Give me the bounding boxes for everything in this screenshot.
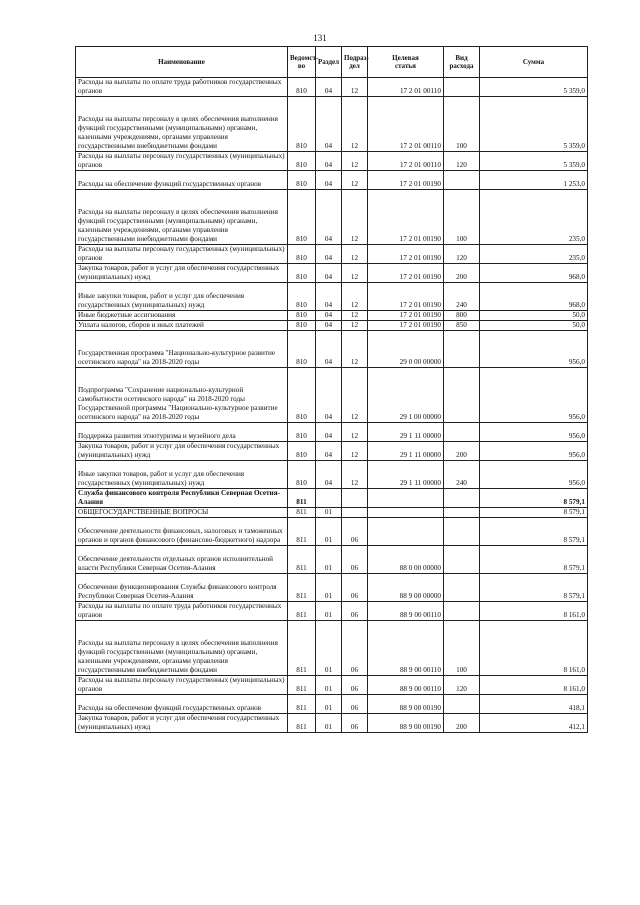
cell-section: 04 [316, 442, 342, 461]
cell-subsection: 12 [342, 78, 368, 97]
budget-table [75, 46, 588, 733]
table-row [76, 283, 588, 311]
table-row [76, 171, 588, 190]
cell-target-article: 29 1 11 00000 [368, 423, 444, 442]
cell-section: 04 [316, 311, 342, 321]
cell-amount: 50,0 [480, 311, 588, 321]
cell-target-article: 88 9 00 00190 [368, 695, 444, 714]
header-subsection: Подраз- дел [342, 47, 368, 78]
table-row [76, 442, 588, 461]
cell-name: Иные закупки товаров, работ и услуг для обеспечения государственных (муниципальных) нужд [76, 283, 288, 311]
cell-subsection: 12 [342, 461, 368, 489]
cell-name: Уплата налогов, сборов и иных платежей [76, 321, 288, 331]
cell-name: Иные закупки товаров, работ и услуг для обеспечения государственных (муниципальных) нужд [76, 461, 288, 489]
cell-section: 04 [316, 283, 342, 311]
cell-subsection: 12 [342, 283, 368, 311]
cell-amount: 956,0 [480, 423, 588, 442]
cell-section: 04 [316, 423, 342, 442]
cell-amount: 8 579,1 [480, 546, 588, 574]
cell-amount: 412,1 [480, 714, 588, 733]
cell-name: Расходы на обеспечение функций государственных органов [76, 695, 288, 714]
cell-subsection: 06 [342, 574, 368, 602]
cell-expense-type [444, 602, 480, 621]
cell-department: 810 [288, 321, 316, 331]
table-row [76, 331, 588, 368]
cell-target-article: 17 2 01 00190 [368, 171, 444, 190]
cell-name: Расходы на выплаты персоналу государственных (муниципальных) органов [76, 245, 288, 264]
cell-name: Служба финансового контроля Республики Северная Осетия-Алания [76, 489, 288, 508]
cell-department: 811 [288, 602, 316, 621]
cell-department: 810 [288, 368, 316, 423]
cell-subsection: 12 [342, 264, 368, 283]
cell-subsection: 06 [342, 695, 368, 714]
cell-expense-type [444, 695, 480, 714]
cell-subsection: 12 [342, 311, 368, 321]
cell-expense-type [444, 546, 480, 574]
table-row [76, 264, 588, 283]
cell-subsection: 12 [342, 245, 368, 264]
cell-expense-type [444, 508, 480, 518]
cell-target-article: 17 2 01 00190 [368, 321, 444, 331]
header-expense-type: Вид расхода [444, 47, 480, 78]
cell-expense-type: 200 [444, 442, 480, 461]
cell-department: 810 [288, 152, 316, 171]
cell-section: 04 [316, 368, 342, 423]
cell-subsection: 06 [342, 518, 368, 546]
cell-amount: 968,0 [480, 264, 588, 283]
cell-name: Расходы на выплаты персоналу государственных (муниципальных) органов [76, 152, 288, 171]
cell-expense-type: 120 [444, 245, 480, 264]
cell-section: 01 [316, 508, 342, 518]
cell-department: 810 [288, 442, 316, 461]
cell-amount: 8 579,1 [480, 574, 588, 602]
cell-target-article: 29 1 11 00000 [368, 461, 444, 489]
cell-expense-type: 850 [444, 321, 480, 331]
cell-name: Расходы на выплаты по оплате труда работников государственных органов [76, 78, 288, 97]
page-number: 131 [313, 33, 327, 43]
table-row [76, 461, 588, 489]
cell-section: 01 [316, 695, 342, 714]
cell-amount: 8 579,1 [480, 508, 588, 518]
cell-section: 04 [316, 461, 342, 489]
cell-section: 01 [316, 518, 342, 546]
cell-target-article: 17 2 01 00190 [368, 283, 444, 311]
cell-expense-type: 200 [444, 264, 480, 283]
cell-expense-type [444, 171, 480, 190]
cell-department: 811 [288, 508, 316, 518]
cell-amount: 968,0 [480, 283, 588, 311]
cell-subsection [342, 489, 368, 508]
cell-subsection: 12 [342, 331, 368, 368]
cell-department: 810 [288, 264, 316, 283]
cell-section: 04 [316, 245, 342, 264]
cell-department: 810 [288, 311, 316, 321]
cell-subsection: 12 [342, 423, 368, 442]
cell-name: Расходы на выплаты персоналу в целях обеспечения выполнения функций государственными (муниципальными) органами, казенными учреждениями, органами управления государственными внебюджетными фондами [76, 621, 288, 676]
table-row [76, 368, 588, 423]
cell-section: 04 [316, 171, 342, 190]
cell-name: Расходы на выплаты по оплате труда работников государственных органов [76, 602, 288, 621]
cell-department: 811 [288, 676, 316, 695]
cell-name: Государственная программа "Национально-культурное развитие осетинского народа" на 2018-2020 годы [76, 331, 288, 368]
cell-amount: 8 161,0 [480, 621, 588, 676]
cell-target-article: 17 2 01 00110 [368, 152, 444, 171]
cell-amount: 956,0 [480, 461, 588, 489]
cell-name: Закупка товаров, работ и услуг для обеспечения государственных (муниципальных) нужд [76, 714, 288, 733]
table-row [76, 508, 588, 518]
cell-expense-type: 200 [444, 714, 480, 733]
cell-amount: 956,0 [480, 442, 588, 461]
cell-section: 04 [316, 321, 342, 331]
table-row [76, 621, 588, 676]
cell-expense-type: 100 [444, 621, 480, 676]
cell-target-article: 88 9 00 00190 [368, 714, 444, 733]
cell-subsection: 06 [342, 714, 368, 733]
cell-department: 810 [288, 97, 316, 152]
cell-amount: 5 359,0 [480, 152, 588, 171]
cell-department: 810 [288, 283, 316, 311]
cell-department: 811 [288, 574, 316, 602]
cell-section: 01 [316, 602, 342, 621]
cell-expense-type: 100 [444, 97, 480, 152]
cell-department: 811 [288, 621, 316, 676]
cell-name: Расходы на обеспечение функций государственных органов [76, 171, 288, 190]
cell-subsection: 12 [342, 171, 368, 190]
cell-department: 810 [288, 423, 316, 442]
cell-section: 01 [316, 546, 342, 574]
cell-section: 01 [316, 676, 342, 695]
cell-department: 810 [288, 461, 316, 489]
cell-expense-type: 240 [444, 461, 480, 489]
cell-section: 01 [316, 574, 342, 602]
cell-target-article: 17 2 01 00190 [368, 264, 444, 283]
header-name: Наименование [76, 47, 288, 78]
cell-section: 04 [316, 190, 342, 245]
cell-amount: 50,0 [480, 321, 588, 331]
table-row [76, 602, 588, 621]
cell-subsection: 06 [342, 602, 368, 621]
cell-subsection [342, 508, 368, 518]
cell-subsection: 12 [342, 152, 368, 171]
table-row [76, 78, 588, 97]
cell-name: Закупка товаров, работ и услуг для обеспечения государственных (муниципальных) нужд [76, 442, 288, 461]
cell-section: 04 [316, 97, 342, 152]
cell-amount: 8 579,1 [480, 518, 588, 546]
table-row [76, 714, 588, 733]
cell-department: 811 [288, 546, 316, 574]
cell-department: 811 [288, 714, 316, 733]
table-row [76, 311, 588, 321]
cell-subsection: 12 [342, 442, 368, 461]
cell-expense-type: 240 [444, 283, 480, 311]
cell-target-article: 17 2 01 00190 [368, 311, 444, 321]
cell-expense-type [444, 368, 480, 423]
cell-expense-type: 800 [444, 311, 480, 321]
cell-department: 811 [288, 518, 316, 546]
table-row [76, 97, 588, 152]
cell-expense-type [444, 574, 480, 602]
cell-subsection: 12 [342, 97, 368, 152]
cell-target-article: 88 0 00 00000 [368, 546, 444, 574]
cell-name: Расходы на выплаты персоналу в целях обеспечения выполнения функций государственными (муниципальными) органами, казенными учреждениями, органами управления государственными внебюджетными фондами [76, 97, 288, 152]
cell-amount: 8 161,0 [480, 602, 588, 621]
cell-target-article: 17 2 01 00190 [368, 245, 444, 264]
cell-subsection: 06 [342, 546, 368, 574]
cell-target-article [368, 518, 444, 546]
cell-amount: 5 359,0 [480, 97, 588, 152]
cell-name: Расходы на выплаты персоналу в целях обеспечения выполнения функций государственными (муниципальными) органами, казенными учреждениями, органами управления государственными внебюджетными фондами [76, 190, 288, 245]
cell-target-article: 29 1 11 00000 [368, 442, 444, 461]
cell-section [316, 489, 342, 508]
table-body [76, 78, 588, 733]
table-row [76, 695, 588, 714]
cell-target-article: 29 1 00 00000 [368, 368, 444, 423]
cell-subsection: 06 [342, 676, 368, 695]
table-row [76, 676, 588, 695]
cell-amount: 8 579,1 [480, 489, 588, 508]
cell-section: 04 [316, 152, 342, 171]
cell-expense-type [444, 423, 480, 442]
cell-section: 01 [316, 621, 342, 676]
cell-department: 811 [288, 489, 316, 508]
cell-amount: 5 359,0 [480, 78, 588, 97]
cell-target-article: 88 9 00 00000 [368, 574, 444, 602]
cell-name: Расходы на выплаты персоналу государственных (муниципальных) органов [76, 676, 288, 695]
cell-target-article: 17 2 01 00110 [368, 78, 444, 97]
cell-amount: 8 161,0 [480, 676, 588, 695]
cell-target-article: 88 9 00 00110 [368, 602, 444, 621]
cell-section: 04 [316, 78, 342, 97]
header-section: Раздел [316, 47, 342, 78]
cell-subsection: 12 [342, 321, 368, 331]
table-row [76, 321, 588, 331]
cell-subsection: 12 [342, 368, 368, 423]
cell-target-article: 88 9 00 00110 [368, 621, 444, 676]
cell-expense-type [444, 489, 480, 508]
table-row [76, 489, 588, 508]
cell-expense-type [444, 331, 480, 368]
cell-target-article: 17 2 01 00110 [368, 97, 444, 152]
cell-expense-type: 100 [444, 190, 480, 245]
cell-department: 810 [288, 190, 316, 245]
cell-expense-type [444, 78, 480, 97]
table-row [76, 152, 588, 171]
cell-target-article [368, 489, 444, 508]
cell-department: 811 [288, 695, 316, 714]
cell-section: 04 [316, 331, 342, 368]
table-row [76, 245, 588, 264]
cell-section: 04 [316, 264, 342, 283]
table-row [76, 190, 588, 245]
cell-target-article: 88 9 00 00110 [368, 676, 444, 695]
cell-amount: 235,0 [480, 245, 588, 264]
cell-expense-type [444, 518, 480, 546]
cell-name: Обеспечение деятельности финансовых, налоговых и таможенных органов и органов финансового (финансово-бюджетного) надзора [76, 518, 288, 546]
cell-target-article: 29 0 00 00000 [368, 331, 444, 368]
cell-amount: 235,0 [480, 190, 588, 245]
header-target-article: Целевая статья [368, 47, 444, 78]
table-row [76, 546, 588, 574]
cell-department: 810 [288, 78, 316, 97]
cell-target-article [368, 508, 444, 518]
table-row [76, 423, 588, 442]
cell-name: Закупка товаров, работ и услуг для обеспечения государственных (муниципальных) нужд [76, 264, 288, 283]
cell-name: Подпрограмма "Сохранение национально-культурной самобытности осетинского народа" на 2018-2020 годы Государственной программы "Национально-культурное развитие осетинского народа" на 2018-2020 годы [76, 368, 288, 423]
cell-department: 810 [288, 245, 316, 264]
cell-name: Обеспечение функционирования Службы финансового контроля Республики Северная Осетия-Алания [76, 574, 288, 602]
cell-amount: 956,0 [480, 331, 588, 368]
cell-section: 01 [316, 714, 342, 733]
cell-name: Иные бюджетные ассигнования [76, 311, 288, 321]
table-row [76, 518, 588, 546]
cell-expense-type: 120 [444, 676, 480, 695]
table-header-row [76, 47, 588, 78]
cell-name: Обеспечение деятельности отдельных органов исполнительной власти Республики Северная Осетия-Алания [76, 546, 288, 574]
table-row [76, 574, 588, 602]
cell-expense-type: 120 [444, 152, 480, 171]
header-amount: Сумма [480, 47, 588, 78]
cell-name: ОБЩЕГОСУДАРСТВЕННЫЕ ВОПРОСЫ [76, 508, 288, 518]
cell-amount: 956,0 [480, 368, 588, 423]
cell-subsection: 06 [342, 621, 368, 676]
cell-amount: 1 253,0 [480, 171, 588, 190]
cell-subsection: 12 [342, 190, 368, 245]
cell-target-article: 17 2 01 00190 [368, 190, 444, 245]
cell-department: 810 [288, 331, 316, 368]
cell-department: 810 [288, 171, 316, 190]
header-department: Ведомст- во [288, 47, 316, 78]
cell-name: Поддержка развития этнотуризма и музейного дела [76, 423, 288, 442]
cell-amount: 418,1 [480, 695, 588, 714]
